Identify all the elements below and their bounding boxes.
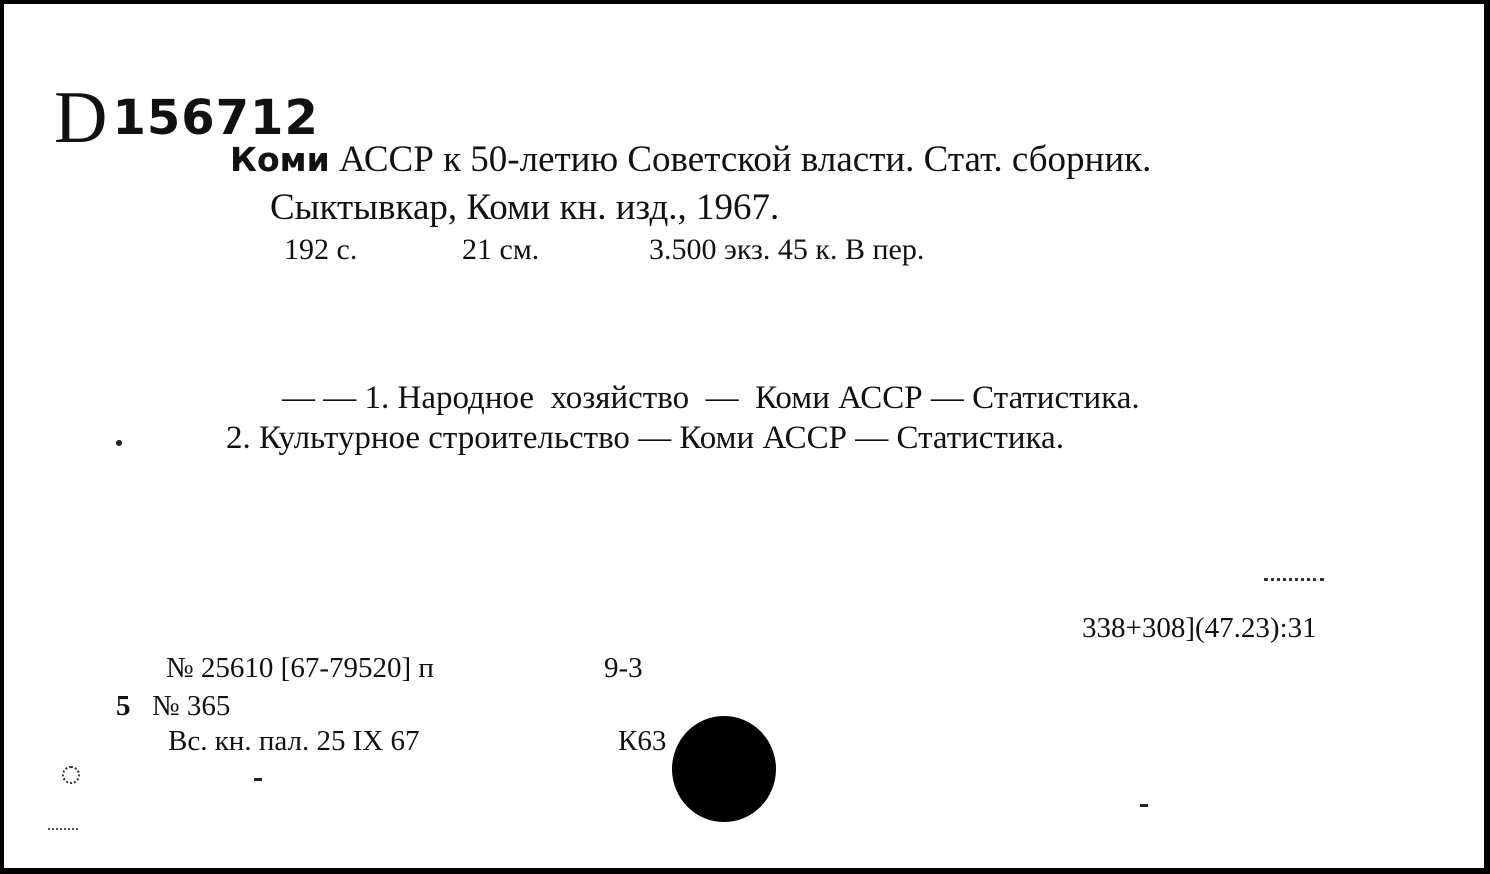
ink-blot [672, 716, 776, 822]
ink-speck [62, 766, 80, 784]
pages: 192 с. [284, 233, 358, 266]
print-run-price: 3.500 экз. 45 к. В пер. [649, 233, 925, 266]
catalog-card [4, 4, 1484, 868]
ink-speck [1140, 804, 1148, 807]
accession-digits: 156712 [112, 90, 319, 146]
accession-prefix: D [54, 77, 109, 159]
title-line [230, 138, 1151, 181]
size: 21 см. [462, 233, 540, 266]
copy-number: № 365 [152, 690, 231, 722]
ink-speck [116, 440, 122, 446]
record-number: № 25610 [67-79520] п [166, 652, 434, 684]
ink-speck [1264, 578, 1324, 599]
imprint-line: Сыктывкар, Коми кн. изд., 1967. [270, 187, 780, 228]
k-code: К63 [618, 725, 667, 757]
classification-index: 338+308](47.23):31 [1082, 612, 1317, 644]
subject-line-1: — — 1. Народное хозяйство — Коми АССР — Статистика. [282, 380, 1140, 416]
code-9-3: 9-3 [604, 652, 643, 684]
author-heading: Коми [230, 140, 330, 179]
ink-speck [254, 778, 262, 781]
subject-line-2: 2. Культурное строительство — Коми АССР — Статистика. [226, 420, 1064, 456]
ink-speck [48, 828, 78, 832]
title-text: АССР к 50-летию Советской власти. Стат. сборник. [339, 139, 1152, 180]
chamber-date: Вс. кн. пал. 25 IX 67 [168, 725, 420, 757]
copy-count: 5 [116, 690, 131, 722]
